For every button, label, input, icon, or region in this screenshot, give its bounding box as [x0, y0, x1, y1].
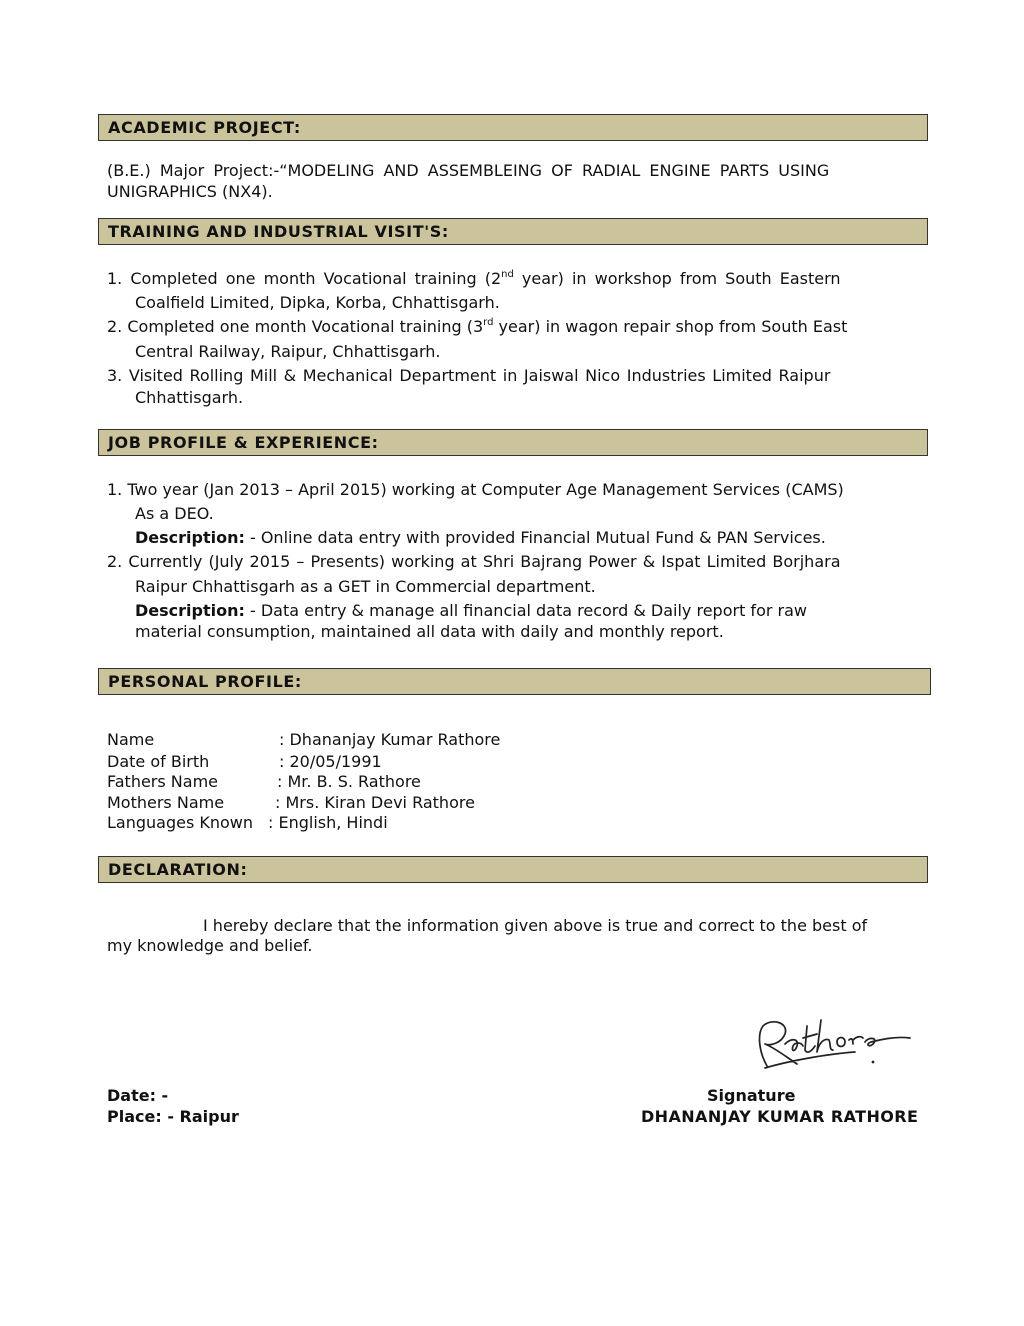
academic-project-text: (B.E.) Major Project:-“MODELING AND ASSEMBLEING OF RADIAL ENGINE PARTS USING — [107, 161, 830, 180]
personal-label: Languages Known — [107, 813, 254, 832]
place-label: Place: - Raipur — [107, 1107, 239, 1126]
personal-value: : English, Hindi — [268, 813, 388, 832]
signature-label: Signature — [707, 1086, 796, 1105]
job-item-1-description — [135, 527, 927, 549]
personal-value: : 20/05/1991 — [279, 752, 382, 771]
date-label: Date: - — [107, 1086, 169, 1105]
training-item-1-line1 — [107, 268, 927, 290]
declaration-line2: my knowledge and belief. — [107, 936, 313, 955]
section-heading-declaration: DECLARATION: — [98, 856, 928, 883]
ordinal-suffix: rd — [483, 317, 494, 328]
personal-value: : Mr. B. S. Rathore — [277, 772, 421, 791]
training-item-3-line1: 3. Visited Rolling Mill & Mechanical Department in Jaiswal Nico Industries Limited Raipur — [107, 366, 831, 385]
section-heading-academic: ACADEMIC PROJECT: — [98, 114, 928, 141]
job-item-2-description-line2: material consumption, maintained all data with daily and monthly report. — [135, 622, 724, 641]
section-heading-personal: PERSONAL PROFILE: — [98, 668, 931, 695]
personal-label: Name — [107, 730, 155, 749]
training-item-1-text-cont: year) in workshop from South Eastern — [513, 269, 841, 288]
personal-value: : Mrs. Kiran Devi Rathore — [275, 793, 475, 812]
handwritten-signature — [745, 1012, 925, 1080]
academic-project-line2: UNIGRAPHICS (NX4). — [107, 182, 273, 201]
personal-value: : Dhananjay Kumar Rathore — [279, 730, 501, 749]
ordinal-suffix: nd — [501, 269, 514, 280]
training-item-3-line2: Chhattisgarh. — [135, 388, 244, 407]
section-heading-job: JOB PROFILE & EXPERIENCE: — [98, 429, 928, 456]
job-item-2-line2: Raipur Chhattisgarh as a GET in Commercial department. — [135, 577, 596, 596]
personal-label: Fathers Name — [107, 772, 218, 791]
description-text: - Online data entry with provided Financial Mutual Fund & PAN Services. — [244, 528, 826, 547]
training-item-1-text: 1. Completed one month Vocational training (2 — [107, 269, 502, 288]
job-item-1-line2: As a DEO. — [135, 504, 214, 523]
description-text: - Data entry & manage all financial data record & Daily report for raw — [244, 601, 807, 620]
job-item-2-description — [135, 600, 927, 622]
description-label: Description: — [135, 601, 245, 620]
training-item-2-text: 2. Completed one month Vocational training (3 — [107, 317, 484, 336]
academic-project-line1 — [107, 160, 927, 182]
training-item-2-text-cont: year) in wagon repair shop from South East — [493, 317, 848, 336]
section-heading-training: TRAINING AND INDUSTRIAL VISIT'S: — [98, 218, 928, 245]
training-item-2-line1 — [107, 316, 927, 338]
personal-label: Date of Birth — [107, 752, 210, 771]
declaration-line1: I hereby declare that the information given above is true and correct to the best of — [203, 916, 868, 935]
personal-label: Mothers Name — [107, 793, 225, 812]
description-label: Description: — [135, 528, 245, 547]
job-item-1-line1: 1. Two year (Jan 2013 – April 2015) working at Computer Age Management Services (CAMS) — [107, 480, 844, 499]
signatory-name: DHANANJAY KUMAR RATHORE — [641, 1107, 919, 1126]
job-item-2-line1: 2. Currently (July 2015 – Presents) working at Shri Bajrang Power & Ispat Limited Borjhara — [107, 552, 841, 571]
training-item-2-line2: Central Railway, Raipur, Chhattisgarh. — [135, 342, 441, 361]
training-item-1-line2: Coalfield Limited, Dipka, Korba, Chhattisgarh. — [135, 293, 500, 312]
